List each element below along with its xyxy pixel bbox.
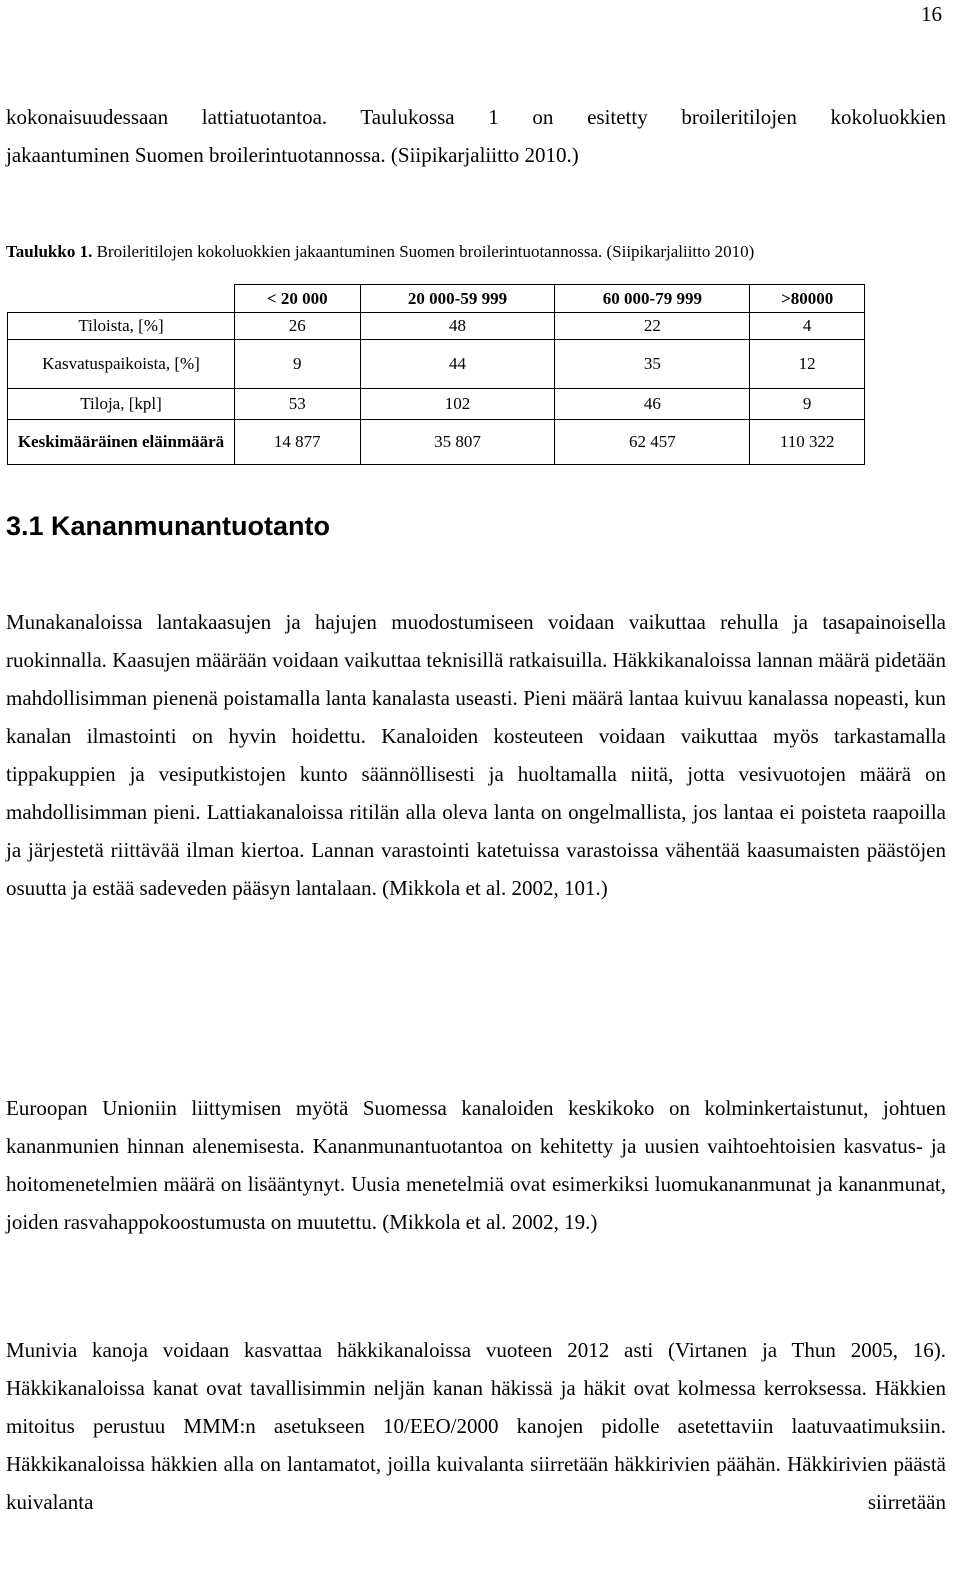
table-cell: 22	[555, 313, 750, 340]
table-cell: 26	[235, 313, 361, 340]
column-header: >80000	[750, 285, 865, 313]
intro-paragraph	[6, 98, 946, 174]
table-caption-label: Taulukko 1.	[6, 242, 93, 261]
body-paragraph: Euroopan Unioniin liittymisen myötä Suomessa kanaloiden keskikoko on kolminkertaistunut, johtuen kananmunien hinnan alenemisesta. Kananmunantuotantoa on kehitetty ja uusien vaihtoehtoisien kasvatus- ja hoitomenetelmien määrä on lisääntynyt. Uusia menetelmiä ovat esimerkiksi luomukananmunat ja kananmunat, joiden rasvahappokoostumusta on muutettu. (Mikkola et al. 2002, 19.)	[6, 1096, 946, 1234]
body-paragraph: Munakanaloissa lantakaasujen ja hajujen muodostumiseen voidaan vaikuttaa rehulla ja tasapainoisella ruokinnalla. Kaasujen määrään voidaan vaikuttaa teknisillä ratkaisuilla. Häkkikanaloissa lannan määrä pidetään mahdollisimman pienenä poistamalla lanta kanalasta useasti. Pieni määrä lantaa kuivuu kanalassa nopeasti, kun kanalan ilmastointi on hyvin hoidettu. Kanaloiden kosteuteen voidaan vaikuttaa myös tarkastamalla tippakuppien ja vesiputkistojen kunto säännöllisesti ja huoltamalla niitä, jotta vesivuotojen määrä on mahdollisimman pieni. Lattiakanaloissa ritilän alla oleva lanta on ongelmallista, jos lantaa ei poisteta raapoilla ja järjestetä riittävää ilman kiertoa. Lannan varastointi katetuissa varastoissa vähentää kaasumaisten päästöjen osuutta ja estää sadeveden pääsyn lantalaan. (Mikkola et al. 2002, 101.)	[6, 610, 946, 900]
table-cell: 9	[235, 340, 361, 389]
table-row	[8, 340, 865, 389]
table-cell: 14 877	[235, 420, 361, 465]
intro-line: jakaantuminen Suomen broilerintuotannossa. (Siipikarjaliitto 2010.)	[6, 143, 579, 167]
table-row	[8, 420, 865, 465]
row-header: Tiloja, [kpl]	[8, 389, 235, 420]
table-cell: 9	[750, 389, 865, 420]
table-cell: 53	[235, 389, 361, 420]
body-paragraph: Munivia kanoja voidaan kasvattaa häkkikanaloissa vuoteen 2012 asti (Virtanen ja Thun 2005, 16). Häkkikanaloissa kanat ovat tavallisimmin neljän kanan häkissä ja häkit ovat kolmessa kerroksessa. Häkkien mitoitus perustuu MMM:n asetukseen 10/EEO/2000 kanojen pidolle asetettaviin laatuvaatimuksiin. Häkkikanaloissa häkkien alla on lantamatot, joilla kuivalanta siirretään häkkirivien päähän. Häkkirivien päästä kuivalanta siirretään	[6, 1338, 946, 1514]
table-cell: 62 457	[555, 420, 750, 465]
table-row	[8, 389, 865, 420]
row-header: Keskimääräinen eläinmäärä	[8, 420, 235, 465]
section-heading: 3.1 Kananmunantuotanto	[6, 511, 331, 541]
column-header: < 20 000	[235, 285, 361, 313]
page-number: 16	[921, 2, 942, 26]
table-row	[8, 313, 865, 340]
table-cell: 46	[555, 389, 750, 420]
table-cell: 44	[360, 340, 555, 389]
column-header: 60 000-79 999	[555, 285, 750, 313]
table-corner-cell	[8, 285, 235, 313]
table-caption	[6, 237, 946, 267]
table-cell: 102	[360, 389, 555, 420]
intro-line: kokonaisuudessaan lattiatuotantoa. Taulukossa 1 on esitetty broileritilojen kokoluokkien	[6, 105, 946, 129]
table-cell: 4	[750, 313, 865, 340]
table-cell: 35	[555, 340, 750, 389]
table-header-row	[8, 285, 865, 313]
row-header: Tiloista, [%]	[8, 313, 235, 340]
table-cell: 12	[750, 340, 865, 389]
row-header: Kasvatuspaikoista, [%]	[8, 340, 235, 389]
column-header: 20 000-59 999	[360, 285, 555, 313]
table-cell: 48	[360, 313, 555, 340]
table-cell: 110 322	[750, 420, 865, 465]
table-caption-text: Broileritilojen kokoluokkien jakaantuminen Suomen broilerintuotannossa. (Siipikarjaliitto 2010)	[92, 242, 755, 261]
data-table	[7, 284, 865, 465]
table-cell: 35 807	[360, 420, 555, 465]
